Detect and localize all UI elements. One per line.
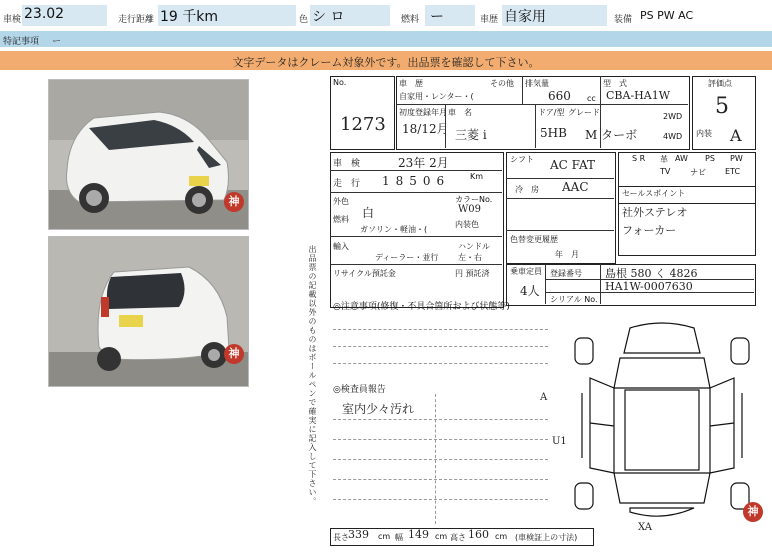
equip-label: 装備 xyxy=(614,15,633,25)
model-label: 型 式 xyxy=(603,79,627,88)
car-photo-rear[interactable] xyxy=(48,236,249,387)
equip-etc: ETC xyxy=(725,167,741,176)
equip-leather: 革 xyxy=(660,155,668,164)
history-label: 車歴 xyxy=(480,15,499,25)
dim-width-label: 幅 xyxy=(395,533,403,542)
score-label: 評価点 xyxy=(708,79,732,88)
dim-height-unit: cm xyxy=(495,532,508,541)
interior-color-label: 内装色 xyxy=(455,220,479,229)
notes-label: ◎注意事項(修復・不具合箇所および状態等) xyxy=(333,302,510,312)
sheet-side-note: 出品票の記載以外のものはボールペンで確実に記入して下さい。 xyxy=(308,245,317,506)
equip-pw: PW xyxy=(730,154,743,163)
dim-note: (車検証上の寸法) xyxy=(515,533,578,542)
seats-value: 4人 xyxy=(520,284,540,298)
diagram-mark-u1: U1 xyxy=(552,436,567,447)
first-reg-value: 18/12月 xyxy=(402,122,449,136)
equip-aw: AW xyxy=(675,154,688,163)
mileage-value: 19 千km xyxy=(160,9,219,25)
dim-length-label: 長さ xyxy=(333,533,349,542)
inspector-value: 室内少々汚れ xyxy=(342,402,415,416)
dealer-label: ディーラー・並行 xyxy=(375,253,439,262)
equip-navi: ナビ xyxy=(690,168,706,177)
color-change-value: 年 月 xyxy=(555,250,579,259)
equip-value: PS PW AC xyxy=(640,9,694,22)
car-photo-front[interactable] xyxy=(48,79,249,230)
sheet-mileage-label: 走 行 xyxy=(333,179,361,189)
auction-stamp: 神 xyxy=(224,344,244,364)
sales-point-value2: フォーカー xyxy=(622,224,677,237)
no-label: No. xyxy=(333,78,347,87)
color-change-label: 色替変更履歴 xyxy=(510,235,558,244)
inspection-label: 車 検 xyxy=(333,159,361,169)
special-value: ー xyxy=(52,37,62,47)
seats-label: 乗車定員 xyxy=(510,267,542,276)
dim-length-unit: cm xyxy=(378,532,391,541)
exterior-label: 外色 xyxy=(333,197,349,206)
history-label: 車 歴 xyxy=(399,79,423,88)
fuel-label: 燃料 xyxy=(333,215,349,224)
handle-label: ハンドル xyxy=(458,242,490,251)
lot-number-box xyxy=(330,76,395,150)
fuel-value: ガソリン・軽油・( xyxy=(360,225,428,234)
color-no-label: カラーNo. xyxy=(455,195,493,204)
car-front-image xyxy=(49,80,248,229)
diagram-mark-xa: XA xyxy=(638,522,652,533)
car-rear-image xyxy=(49,237,248,386)
special-label: 特記事項 xyxy=(3,37,40,47)
auction-sheet[interactable] xyxy=(330,74,759,548)
color-no-value: W09 xyxy=(458,204,482,215)
serial-label: シリアル No. xyxy=(550,295,598,304)
reg-no-value: 島根 580 く 4826 xyxy=(605,267,698,280)
mileage-label: 走行距離 xyxy=(118,15,155,25)
shift-label: シフト xyxy=(510,155,534,164)
car-name-value: 三菱 i xyxy=(455,128,487,142)
first-reg-label: 初度登録年月 xyxy=(399,108,447,117)
interior-label: 内装 xyxy=(696,129,712,138)
sales-point-value: 社外ステレオ xyxy=(622,206,688,219)
recycle-value: 円 預託済 xyxy=(455,269,490,278)
displacement-label: 排気量 xyxy=(525,79,549,88)
history-value: 自家用 xyxy=(504,9,546,25)
special-notes-bar xyxy=(0,31,772,47)
shift-value: AC FAT xyxy=(550,158,595,172)
shaken-value: 23.02 xyxy=(24,6,65,22)
displacement-value: 660 xyxy=(548,89,571,103)
other-label: その他 xyxy=(490,79,514,88)
shaken-label: 車検 xyxy=(3,15,22,25)
doors-label: ドア/型 xyxy=(538,108,565,117)
equip-ps: PS xyxy=(705,154,715,163)
exterior-value: 白 xyxy=(362,206,375,220)
sales-point-label: セールスポイント xyxy=(622,189,686,198)
dim-width-unit: cm xyxy=(435,532,448,541)
vehicle-summary-bar xyxy=(0,0,772,30)
notice-banner xyxy=(0,51,772,70)
aircon-label: 冷 房 xyxy=(515,185,539,194)
score-value: 5 xyxy=(715,94,729,119)
dim-height-value: 160 xyxy=(468,528,489,541)
sheet-mileage-unit: Km xyxy=(470,172,484,181)
recycle-label: リサイクル預託金 xyxy=(333,269,396,278)
displacement-unit: cc xyxy=(587,94,596,103)
grade-label: グレード xyxy=(568,108,600,117)
auction-stamp: 神 xyxy=(224,192,244,212)
dim-width-value: 149 xyxy=(408,528,429,541)
reg-no-label: 登録番号 xyxy=(550,269,582,278)
handle-value: 左・右 xyxy=(458,253,482,262)
inspector-label: ◎検査員報告 xyxy=(333,385,386,395)
car-damage-diagram xyxy=(570,318,755,524)
fuel-value: ー xyxy=(430,9,444,25)
diagram-mark-a: A xyxy=(540,392,548,403)
drive-2wd: 2WD xyxy=(663,112,683,121)
model-value: CBA-HA1W xyxy=(606,89,671,102)
sheet-stamp: 神 xyxy=(743,502,763,522)
aircon-value: AAC xyxy=(562,180,589,194)
fuel-label: 燃料 xyxy=(401,15,420,25)
dim-length-value: 339 xyxy=(348,528,369,541)
sheet-mileage-value: 18506 xyxy=(382,174,451,188)
notice-text: 文字データはクレーム対象外です。出品票を確認して下さい。 xyxy=(232,56,540,69)
inspection-value: 23年 2月 xyxy=(398,156,449,170)
serial-value: HA1W-0007630 xyxy=(605,280,693,293)
history-options: 自家用・レンター・( xyxy=(399,92,474,101)
interior-value: A xyxy=(730,126,742,145)
color-value: シ ロ xyxy=(312,9,345,25)
drive-4wd: 4WD xyxy=(663,132,683,141)
car-name-label: 車 名 xyxy=(448,108,472,117)
dim-height-label: 高さ xyxy=(450,533,466,542)
equip-sr: S R xyxy=(632,154,646,163)
equip-tv: TV xyxy=(660,167,671,176)
grade-value: M ターボ xyxy=(585,128,638,142)
transfer-label: 輸入 xyxy=(333,242,349,251)
color-label: 色 xyxy=(299,15,309,25)
lot-number: 1273 xyxy=(340,114,386,135)
doors-value: 5HB xyxy=(540,126,567,140)
